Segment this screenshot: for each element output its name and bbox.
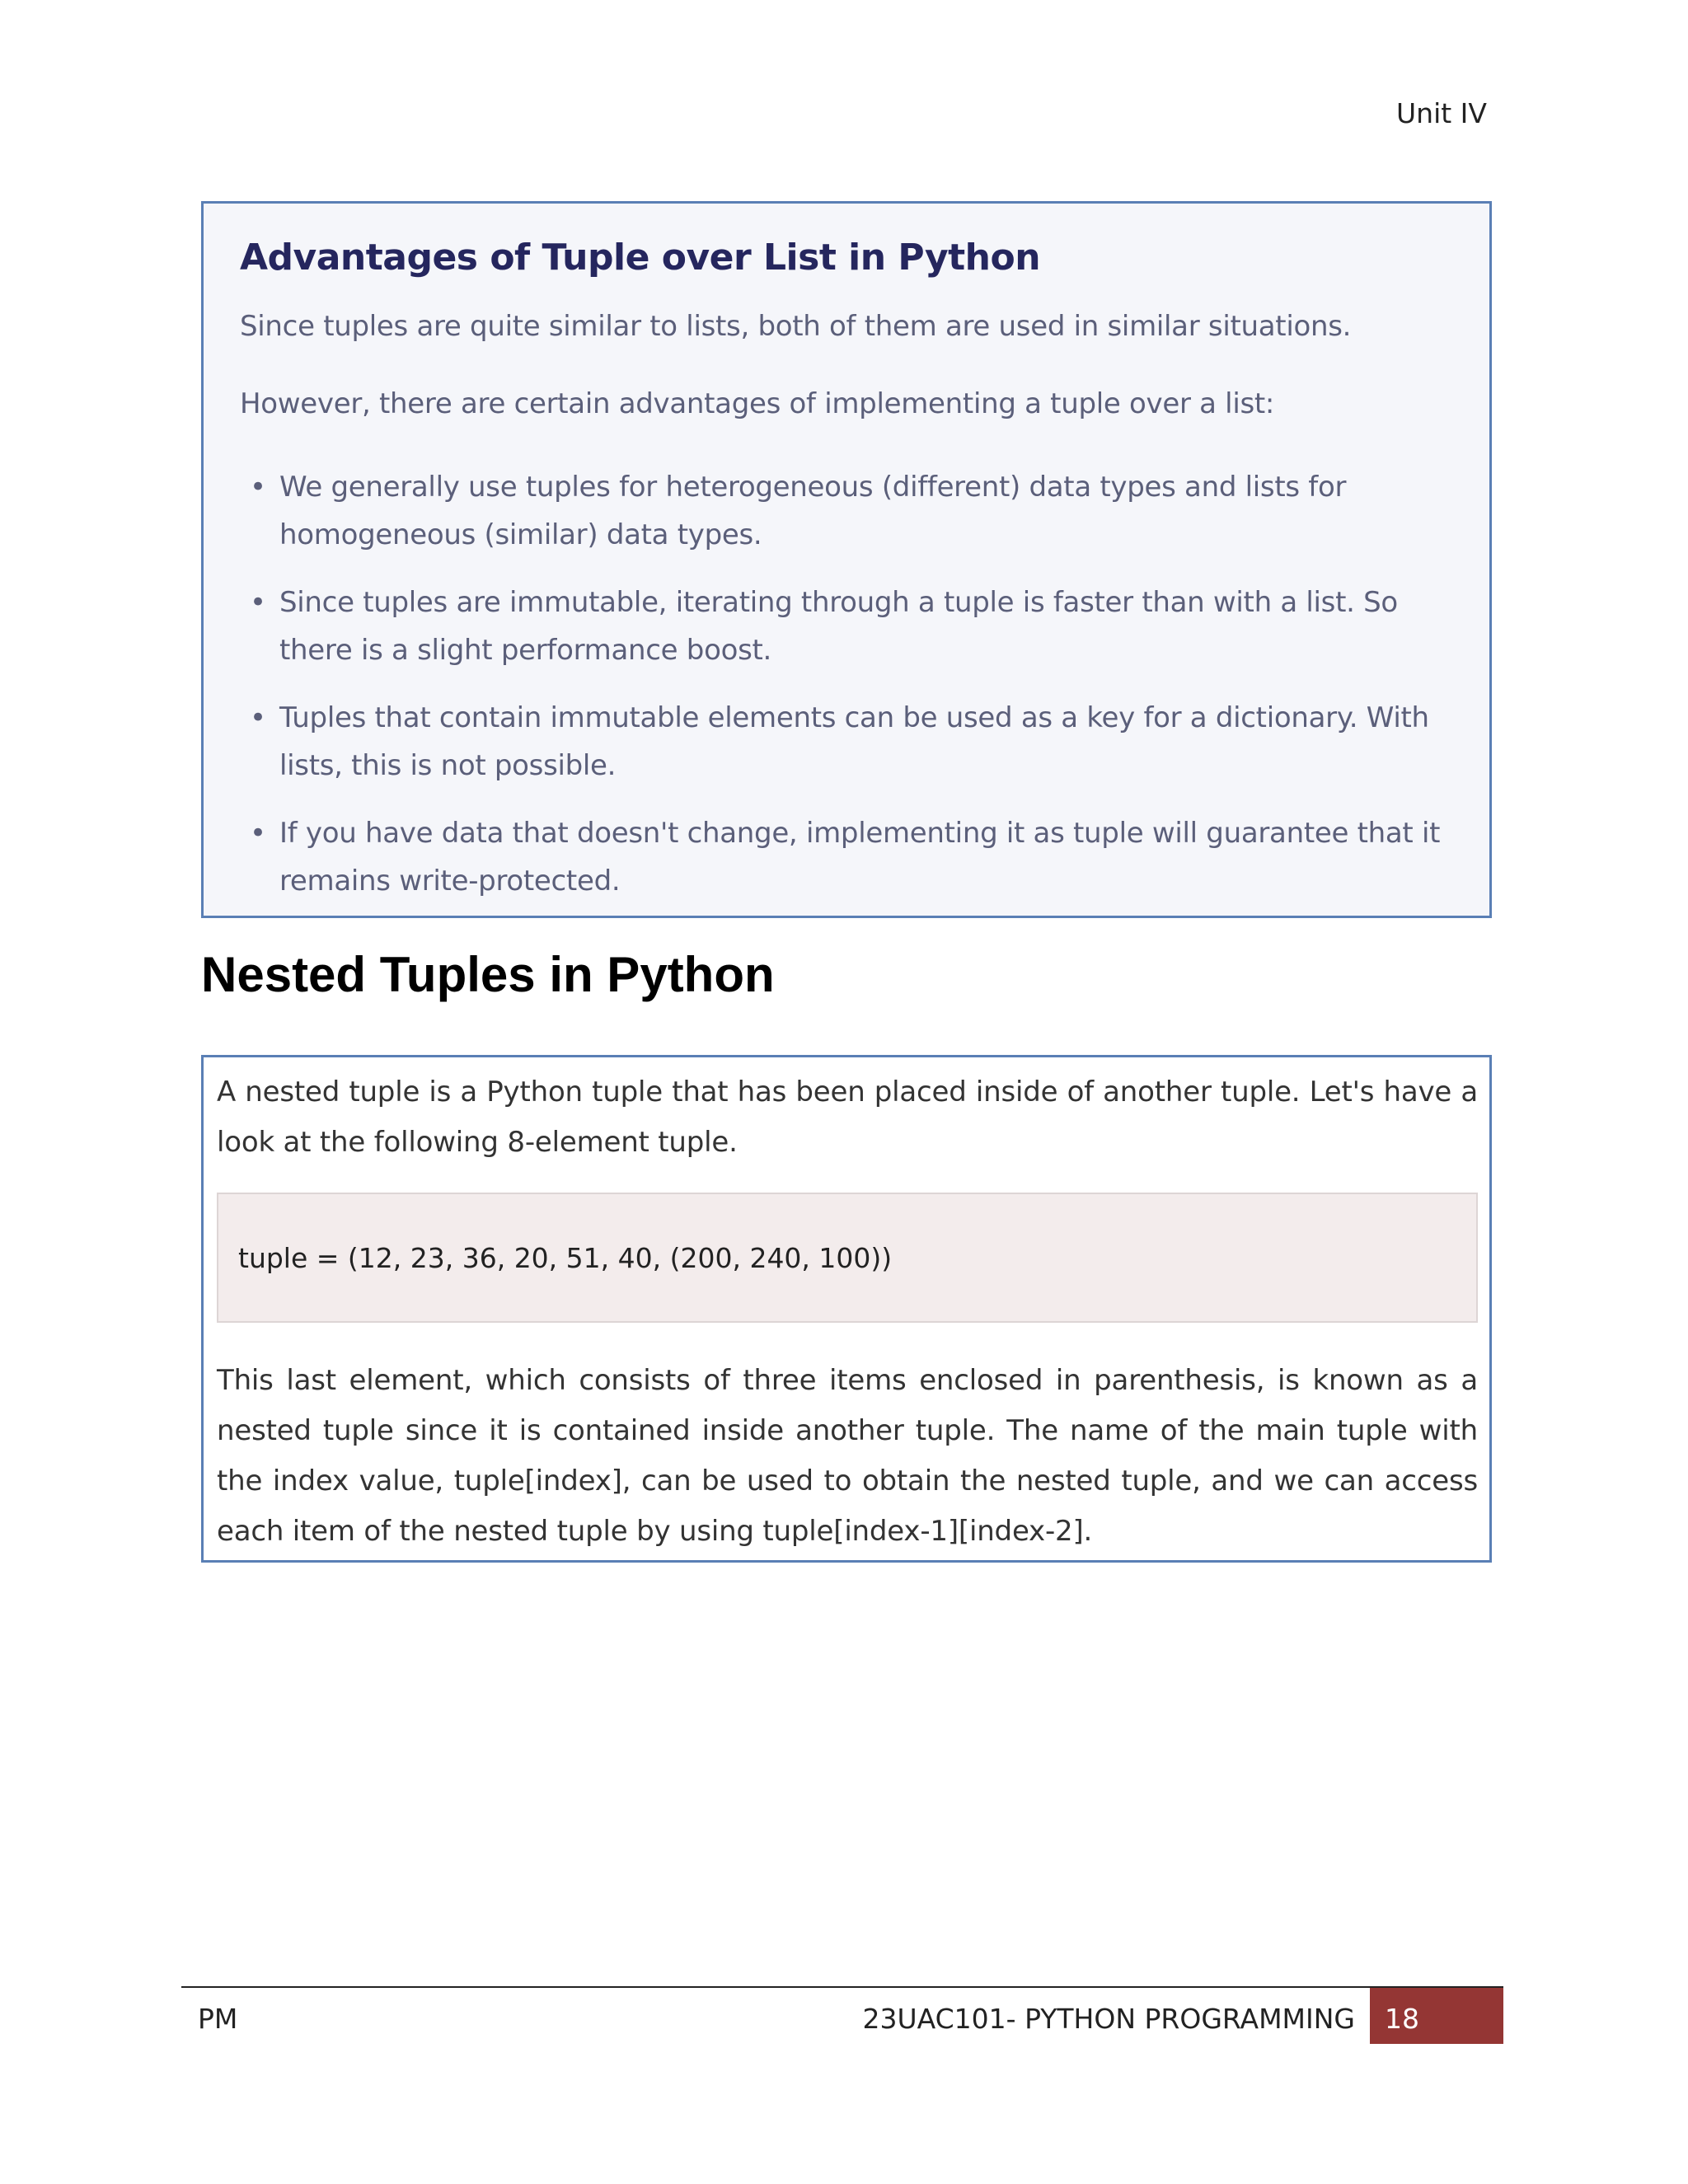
advantages-title: Advantages of Tuple over List in Python — [240, 237, 1041, 279]
nested-tuples-box — [201, 1055, 1492, 1563]
code-text: tuple = (12, 23, 36, 20, 51, 40, (200, 240, 100)) — [238, 1241, 893, 1274]
advantages-lead: However, there are certain advantages of implementing a tuple over a list: — [240, 387, 1275, 420]
bullet-icon: • — [250, 701, 266, 734]
section-heading: Nested Tuples in Python — [201, 947, 775, 1002]
advantages-box — [201, 201, 1492, 918]
list-item — [240, 463, 1453, 559]
footer-rule — [181, 1986, 1503, 1988]
list-item-text: Tuples that contain immutable elements can be used as a key for a dictionary. With lists, this is not possible. — [279, 701, 1429, 782]
footer-course-title: 23UAC101- PYTHON PROGRAMMING — [862, 2003, 1355, 2035]
list-item — [240, 809, 1453, 905]
page-number: 18 — [1370, 1988, 1503, 2044]
bullet-icon: • — [250, 586, 266, 619]
nested-explanation: This last element, which consists of three items enclosed in parenthesis, is known as a nested tuple since it is contained inside another tuple. The name of the main tuple with the index value, tuple[index], can be used to obtain the nested tuple, and we can access each item of the nested tuple by using tuple[index-1][index-2]. — [217, 1364, 1478, 1548]
advantages-list — [240, 463, 1453, 905]
list-item-text: We generally use tuples for heterogeneous (different) data types and lists for homogeneous (similar) data types. — [279, 471, 1347, 551]
advantages-intro: Since tuples are quite similar to lists, both of them are used in similar situations. — [240, 310, 1352, 343]
list-item-text: If you have data that doesn't change, implementing it as tuple will guarantee that it remains write-protected. — [279, 817, 1441, 898]
bullet-icon: • — [250, 471, 266, 504]
code-block — [217, 1193, 1478, 1323]
footer-author: PM — [198, 2003, 238, 2035]
list-item-text: Since tuples are immutable, iterating through a tuple is faster than with a list. So there is a slight performance boost. — [279, 586, 1398, 667]
list-item — [240, 694, 1453, 790]
unit-label: Unit IV — [1396, 97, 1487, 129]
list-item — [240, 579, 1453, 674]
bullet-icon: • — [250, 817, 266, 850]
nested-intro: A nested tuple is a Python tuple that has been placed inside of another tuple. Let's have a look at the following 8-element tuple. — [217, 1076, 1478, 1159]
